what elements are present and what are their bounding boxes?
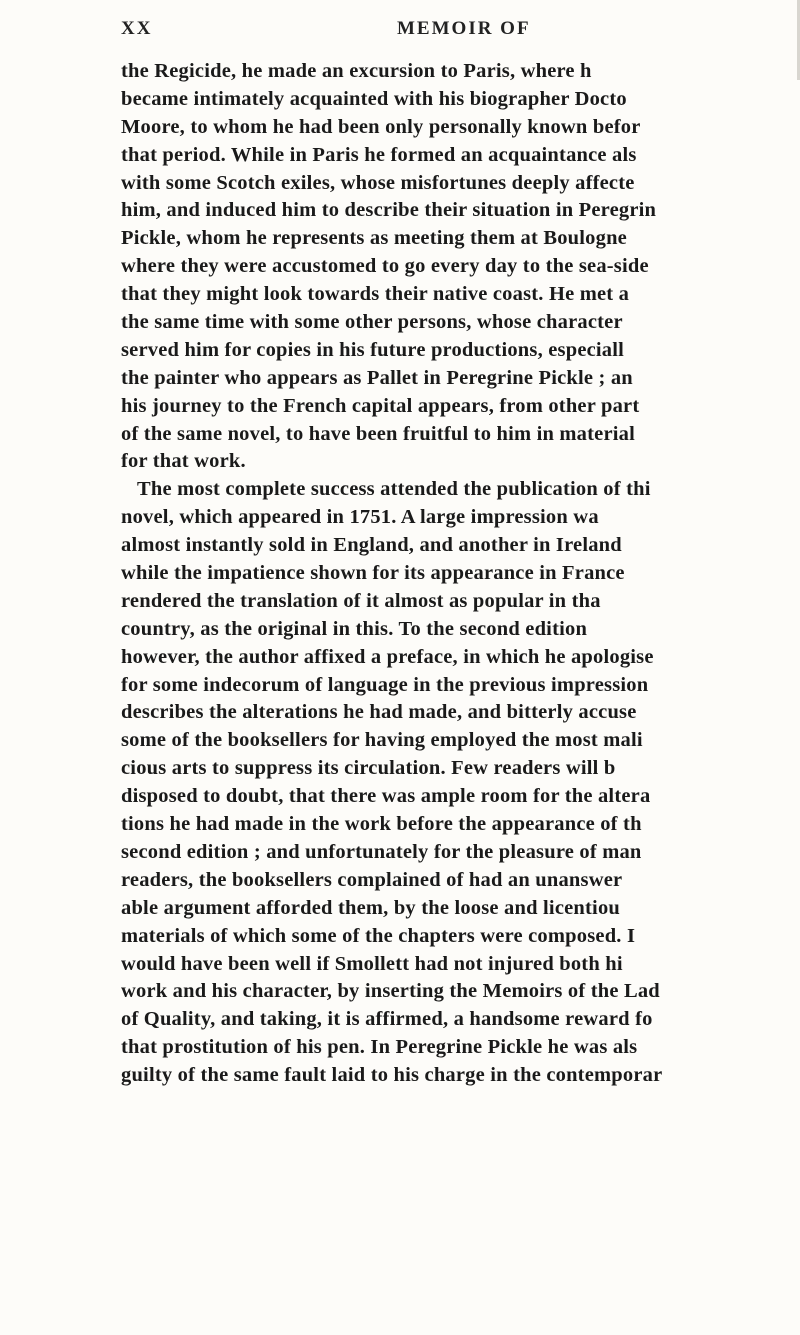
text-line: disposed to doubt, that there was ample room for the altera [121,785,651,808]
text-line: that period. While in Paris he formed an acquaintance als [121,143,637,166]
text-line: second edition ; and unfortunately for the pleasure of man [121,840,642,863]
text-line: while the impatience shown for its appearance in France [121,562,625,585]
text-line: with some Scotch exiles, whose misfortunes deeply affecte [121,171,635,194]
body-text [121,58,800,1090]
text-line: however, the author affixed a preface, in which he apologise [121,645,654,668]
page-header [0,18,800,48]
text-line: guilty of the same fault laid to his charge in the contemporar [121,1064,663,1087]
text-line: that they might look towards their native coast. He met a [121,283,630,306]
text-line: where they were accustomed to go every day to the sea-side [121,255,649,278]
text-line: him, and induced him to describe their situation in Peregrin [121,199,657,222]
text-line: the painter who appears as Pallet in Peregrine Pickle ; an [121,366,633,389]
page-number: XX [121,18,153,39]
text-line: Pickle, whom he represents as meeting them at Boulogne [121,227,627,250]
text-line: readers, the booksellers complained of had an unanswer [121,868,623,891]
text-line: describes the alterations he had made, and bitterly accuse [121,701,637,724]
text-line: rendered the translation of it almost as popular in tha [121,589,601,612]
text-line: almost instantly sold in England, and another in Ireland [121,534,622,557]
running-head: MEMOIR OF [397,18,531,39]
text-line: for some indecorum of language in the previous impression [121,673,649,696]
paragraph-start-line: The most complete success attended the publication of thi [137,478,651,501]
text-line: Moore, to whom he had been only personally known befor [121,115,641,138]
text-line: materials of which some of the chapters were composed. I [121,924,636,947]
text-line: would have been well if Smollett had not injured both hi [121,952,623,975]
text-line: the same time with some other persons, whose character [121,311,623,334]
text-line: cious arts to suppress its circulation. Few readers will b [121,757,616,780]
text-line: country, as the original in this. To the second edition [121,617,588,640]
text-line: of the same novel, to have been fruitful to him in material [121,422,635,445]
text-line: for that work. [121,450,246,473]
text-line: novel, which appeared in 1751. A large impression wa [121,506,599,529]
text-line: able argument afforded them, by the loose and licentiou [121,896,620,919]
text-line: tions he had made in the work before the appearance of th [121,813,642,836]
text-line: of Quality, and taking, it is affirmed, a handsome reward fo [121,1008,653,1031]
text-line: some of the booksellers for having employed the most mali [121,729,643,752]
text-line: served him for copies in his future productions, especiall [121,338,625,361]
text-line: became intimately acquainted with his biographer Docto [121,87,627,110]
text-line: the Regicide, he made an excursion to Paris, where h [121,60,592,82]
text-line: his journey to the French capital appears, from other part [121,394,640,417]
text-line: work and his character, by inserting the Memoirs of the Lad [121,980,660,1003]
text-line: that prostitution of his pen. In Peregrine Pickle he was als [121,1036,638,1059]
